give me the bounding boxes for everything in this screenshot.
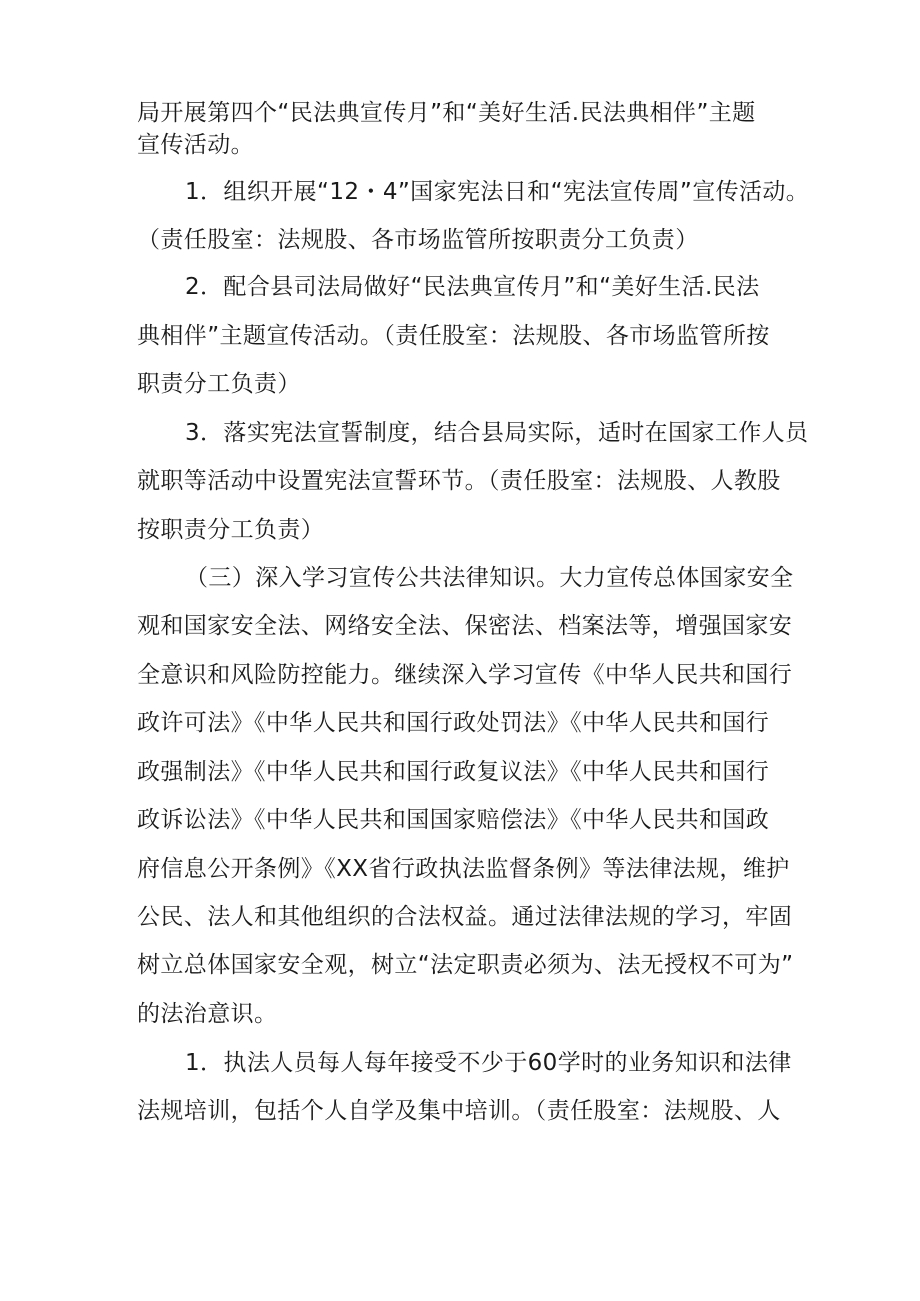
paragraph-line: 典相伴”主题宣传活动。（责任股室：法规股、各市场监管所按 <box>137 323 770 349</box>
list-item-line: 1．执法人员每人每年接受不少于60学时的业务知识和法律 <box>185 1050 792 1076</box>
paragraph-line: 政诉讼法》《中华人民共和国国家赔偿法》《中华人民共和国政 <box>137 807 770 833</box>
paragraph-line: 职责分工负责） <box>137 371 301 397</box>
paragraph-line: 局开展第四个“民法典宣传月”和“美好生活.民法典相伴”主题 <box>137 100 756 126</box>
paragraph-line: 政许可法》《中华人民共和国行政处罚法》《中华人民共和国行 <box>137 710 770 736</box>
paragraph-line: 树立总体国家安全观，树立“法定职责必须为、法无授权不可为” <box>137 952 794 978</box>
paragraph-line: 就职等活动中设置宪法宣誓环节。（责任股室：法规股、人教股 <box>137 468 781 494</box>
list-item-line: 3．落实宪法宣誓制度，结合县局实际，适时在国家工作人员 <box>185 420 809 446</box>
paragraph-line: 全意识和风险防控能力。继续深入学习宣传《中华人民共和国行 <box>137 662 793 688</box>
list-item-line: 2．配合县司法局做好“民法典宣传月”和“美好生活.民法 <box>185 274 760 300</box>
section-heading-line: （三）深入学习宣传公共法律知识。大力宣传总体国家安全 <box>185 565 794 591</box>
list-item-line: 1．组织开展“12・4”国家宪法日和“宪法宣传周”宣传活动。 <box>185 179 810 205</box>
paragraph-line: 法规培训，包括个人自学及集中培训。（责任股室：法规股、人 <box>137 1098 781 1124</box>
paragraph-line: 的法治意识。 <box>137 1001 278 1027</box>
paragraph-line: 按职责分工负责） <box>137 517 325 543</box>
paragraph-line: 政强制法》《中华人民共和国行政复议法》《中华人民共和国行 <box>137 759 770 785</box>
responsibility-note: （责任股室：法规股、各市场监管所按职责分工负责） <box>137 227 699 253</box>
paragraph-line: 公民、法人和其他组织的合法权益。通过法律法规的学习，牢固 <box>137 904 793 930</box>
paragraph-line: 府信息公开条例》《XX省行政执法监督条例》等法律法规，维护 <box>137 856 790 882</box>
paragraph-line: 观和国家安全法、网络安全法、保密法、档案法等，增强国家安 <box>137 613 793 639</box>
paragraph-line: 宣传活动。 <box>137 132 254 158</box>
